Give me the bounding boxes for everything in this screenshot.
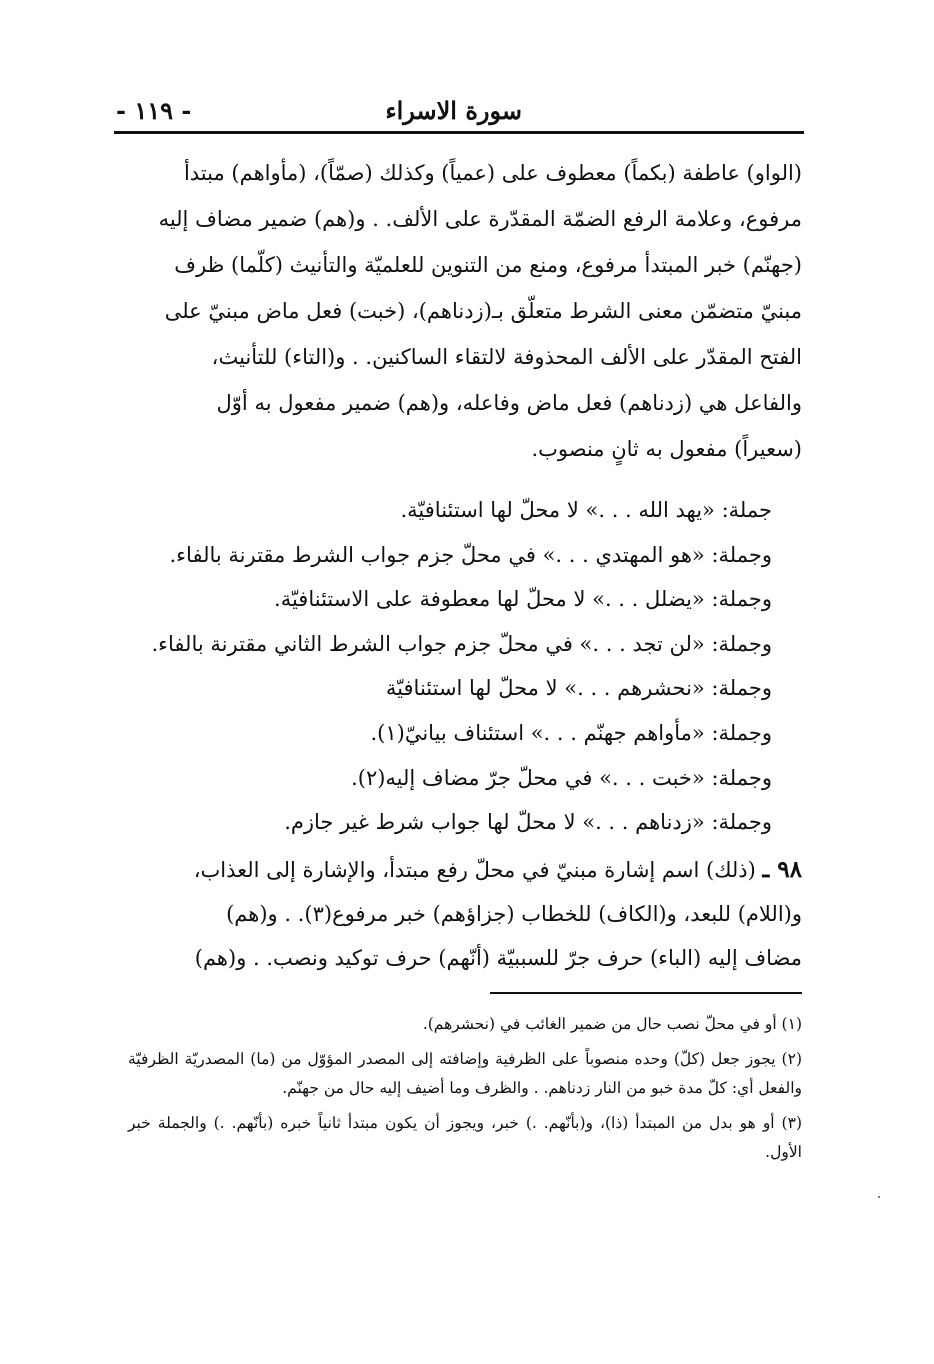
paragraph-line — [120, 848, 802, 892]
paragraph-line: مرفوع، وعلامة الرفع الضمّة المقدّرة على الألف. . و(هم) ضمير مضاف إليه — [158, 207, 802, 231]
paragraph-line: مضاف إليه (الباء) حرف جرّ للسببيّة (أنّهم) حرف توكيد ونصب. . و(هم) — [194, 946, 802, 970]
list-item: وجملة: «نحشرهم . . .» لا محلّ لها استئنافيّة — [385, 676, 772, 701]
paragraph-line: و(اللام) للبعد، و(الكاف) للخطاب (جزاؤهم) خبر مرفوع(٣). . و(هم) — [226, 902, 802, 926]
header-divider — [114, 131, 804, 134]
list-item: وجملة: «زدناهم . . .» لا محلّ لها جواب شرط غير جازم. — [284, 810, 772, 835]
sentence-analysis-list — [120, 488, 772, 845]
verse-number: ٩٨ ـ — [762, 856, 802, 883]
verse-98-paragraph — [120, 848, 802, 980]
list-item: جملة: «يهد الله . . .» لا محلّ لها استئنافيّة. — [400, 498, 772, 522]
paragraph-line: والفاعل هي (زدناهم) فعل ماض وفاعله، و(هم) ضمير مفعول به أوّل — [216, 391, 802, 415]
paragraph-line: الفتح المقدّر على الألف المحذوفة لالتقاء الساكنين. . و(التاء) للتأنيث، — [211, 345, 802, 369]
list-item: وجملة: «لن تجد . . .» في محلّ جزم جواب الشرط الثاني مقترنة بالفاء. — [151, 631, 772, 656]
list-item: وجملة: «يضلل . . .» لا محلّ لها معطوفة على الاستئنافيّة. — [274, 587, 772, 612]
paragraph-line: (سعيراً) مفعول به ثانٍ منصوب. — [531, 437, 802, 461]
scan-speck — [878, 1196, 880, 1198]
page-header — [116, 92, 802, 132]
list-item: وجملة: «هو المهتدي . . .» في محلّ جزم جواب الشرط مقترنة بالفاء. — [169, 542, 772, 567]
page-number: - ١١٩ - — [116, 96, 192, 125]
main-paragraph — [120, 150, 802, 472]
surah-title: سورة الاسراء — [385, 96, 522, 125]
list-item: وجملة: «مأواهم جهنّم . . .» استئناف بيانيّ(١). — [370, 720, 772, 745]
footnote-divider — [490, 992, 802, 994]
paragraph-line: (جهنّم) خبر المبتدأ مرفوع، ومنع من التنوين للعلميّة والتأنيث (كلّما) ظرف — [174, 253, 802, 277]
footnote: (١) أو في محلّ نصب حال من ضمير الغائب في (نحشرهم). — [422, 1015, 802, 1033]
footnotes — [128, 1010, 802, 1173]
paragraph-line: (الواو) عاطفة (بكماً) معطوف على (عمياً) وكذلك (صمّاً)، (مأواهم) مبتدأ — [183, 161, 802, 185]
paragraph-line: مبنيّ متضمّن معنى الشرط متعلّق بـ(زدناهم)، (خبت) فعل ماض مبنيّ على — [164, 299, 802, 323]
list-item: وجملة: «خبت . . .» في محلّ جرّ مضاف إليه(٢). — [351, 765, 772, 790]
paragraph-line-text: (ذلك) اسم إشارة مبنيّ في محلّ رفع مبتدأ، والإشارة إلى العذاب، — [193, 858, 756, 882]
footnote: (٢) يجوز جعل (كلّ) وحده منصوباً على الظرفية وإضافته إلى المصدر المؤوّل من (ما) المصدريّة الظرفيّة والفعل أي: كلّ مدة خبو من النار زدناهم. . والظرف وما أضيف إليه حال من جهنّم. — [128, 1050, 802, 1097]
footnote: (٣) أو هو بدل من المبتدأ (ذا)، و(بأنّهم. .) خبر، ويجوز أن يكون مبتدأ ثانياً خبره (بأنّهم. .) والجملة خبر الأول. — [128, 1114, 802, 1161]
